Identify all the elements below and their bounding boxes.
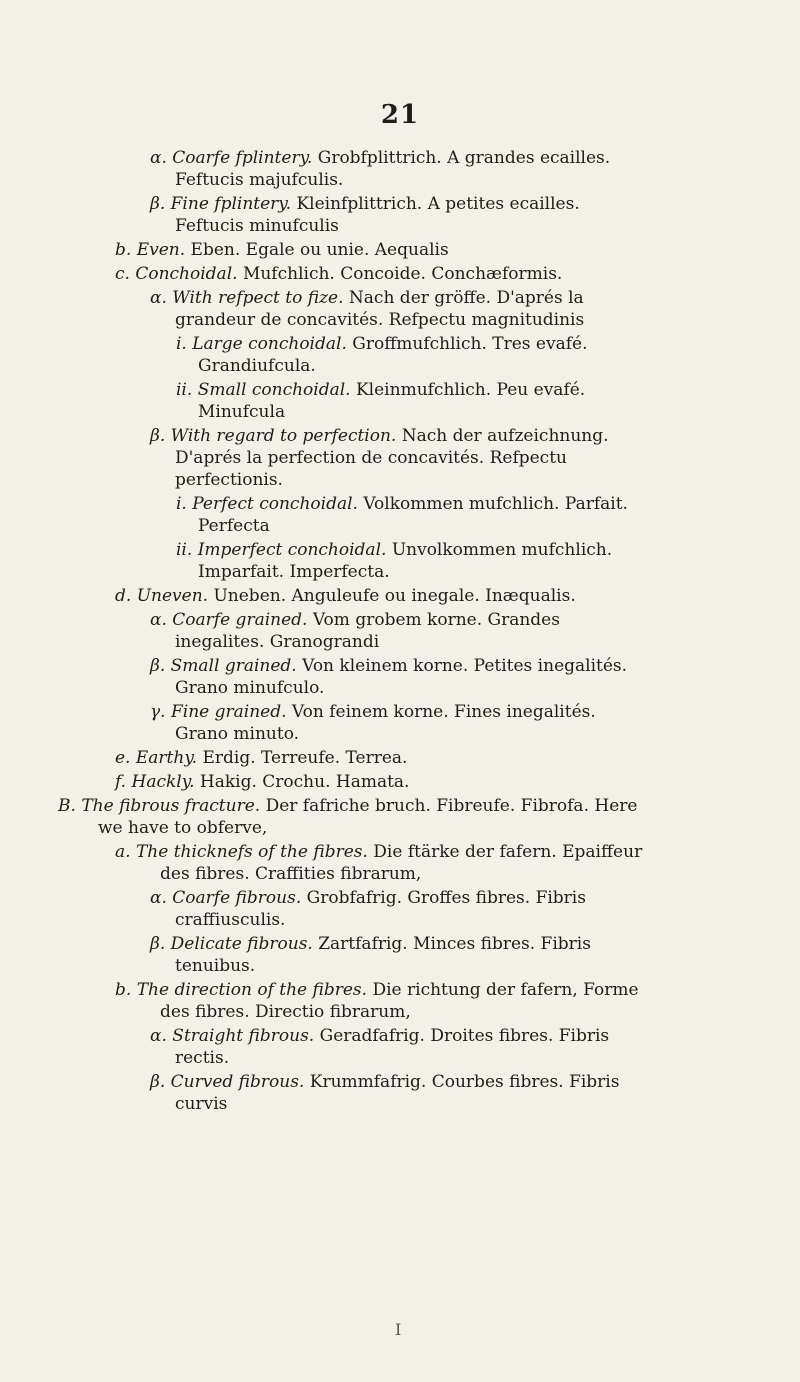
entry	[0, 239, 660, 261]
entry-text: Nach der aufzeichnung. D'aprés la perfection de concavités. Refpectu perfectionis.	[175, 426, 609, 490]
entry-term: Straight fibrous.	[172, 1026, 315, 1046]
entry-term: Perfect conchoidal.	[192, 494, 358, 514]
entry	[0, 771, 660, 793]
entry-term: Delicate fibrous.	[170, 934, 313, 954]
entry-text: Geradfafrig. Droites fibres. Fibris rectis.	[175, 1026, 610, 1068]
entry	[0, 841, 660, 885]
entry	[0, 379, 653, 423]
entry	[0, 609, 645, 653]
entry-marker: ii.	[176, 380, 193, 400]
entry-marker: α.	[150, 888, 167, 908]
entry	[0, 263, 660, 285]
entry-term: Hackly.	[131, 772, 195, 792]
entry-marker: ii.	[176, 540, 193, 560]
entry	[0, 1025, 645, 1069]
entry-marker: β.	[150, 194, 166, 214]
entry-text: Die richtung der fafern, Forme des fibres. Directio fibrarum,	[160, 980, 639, 1022]
entry-text: Von feinem korne. Fines inegalités. Grano minuto.	[175, 702, 596, 744]
entry-term: With refpect to fize.	[172, 288, 344, 308]
entry-text: Grobfplittrich. A grandes ecailles. Feftucis majufculis.	[175, 148, 611, 190]
entry-term: Uneven.	[136, 586, 209, 606]
entry-term: The fibrous fracture.	[81, 796, 261, 816]
entry-term: Coarfe grained.	[172, 610, 308, 630]
entry	[0, 193, 645, 237]
entry-text: Vom grobem korne. Grandes inegalites. Granograndi	[175, 610, 560, 652]
entry-text: Unvolkommen mufchlich. Imparfait. Imperfecta.	[198, 540, 613, 582]
entry-term: Coarfe fibrous.	[172, 888, 302, 908]
entry-term: Fine grained.	[170, 702, 287, 722]
entry-term: Curved fibrous.	[170, 1072, 305, 1092]
entry	[0, 585, 660, 607]
entry-term: Small conchoidal.	[197, 380, 351, 400]
entry-marker: B.	[58, 796, 76, 816]
entry-term: The thicknefs of the fibres.	[135, 842, 368, 862]
entry-term: Conchoidal.	[135, 264, 238, 284]
entry	[0, 747, 660, 769]
entry-term: Imperfect conchoidal.	[197, 540, 387, 560]
entry	[0, 1071, 645, 1115]
entry-marker: d.	[115, 586, 132, 606]
entry-text: Krummfafrig. Courbes fibres. Fibris curvis	[175, 1072, 620, 1114]
entry-marker: a.	[115, 842, 131, 862]
entry-marker: β.	[150, 1072, 166, 1092]
entry-text: Mufchlich. Concoide. Conchæformis.	[242, 264, 563, 284]
page-number: 21	[380, 100, 420, 130]
entry-marker: α.	[150, 1026, 167, 1046]
entry-term: Coarfe fplintery.	[172, 148, 313, 168]
entry-marker: α.	[150, 610, 167, 630]
entry	[0, 287, 645, 331]
entry-text: Zartfafrig. Minces fibres. Fibris tenuibus.	[175, 934, 591, 976]
entry-text: Von kleinem korne. Petites inegalités. Grano minufculo.	[175, 656, 628, 698]
entry-term: Large conchoidal.	[192, 334, 347, 354]
entry-marker: b.	[115, 980, 132, 1000]
entry-marker: f.	[115, 772, 127, 792]
entry-text: Eben. Egale ou unie. Aequalis	[190, 240, 449, 260]
entry-text: Uneben. Anguleufe ou inegale. Inæqualis.	[213, 586, 576, 606]
entry-text: Erdig. Terreufe. Terrea.	[202, 748, 408, 768]
entry	[0, 539, 653, 583]
entry-marker: b.	[115, 240, 132, 260]
entry-marker: β.	[150, 426, 166, 446]
entry	[0, 655, 645, 699]
entry-text: Hakig. Crochu. Hamata.	[199, 772, 410, 792]
entry	[0, 701, 645, 745]
entry-text: Volkommen mufchlich. Parfait. Perfecta	[198, 494, 628, 536]
entry-term: Earthy.	[135, 748, 198, 768]
entry-marker: β.	[150, 656, 166, 676]
entry	[0, 333, 653, 377]
entry	[0, 147, 645, 191]
entry-list	[0, 147, 800, 1117]
entry	[0, 493, 653, 537]
entry-term: Small grained.	[170, 656, 297, 676]
entry	[0, 795, 643, 839]
entry-text: Der fafriche bruch. Fibreufe. Fibrofa. Here we have to obferve,	[98, 796, 638, 838]
entry-term: The direction of the fibres.	[136, 980, 368, 1000]
entry-text: Die ftärke der fafern. Epaiffeur des fibres. Craffities fibrarum,	[160, 842, 643, 884]
entry-term: Even.	[136, 240, 186, 260]
entry-marker: e.	[115, 748, 131, 768]
entry-marker: c.	[115, 264, 130, 284]
entry-marker: α.	[150, 288, 167, 308]
entry-text: Grobfafrig. Groffes fibres. Fibris craffiusculis.	[175, 888, 586, 930]
entry	[0, 933, 645, 977]
entry-text: Kleinfplittrich. A petites ecailles. Feftucis minufculis	[175, 194, 580, 236]
entry-marker: i.	[176, 494, 187, 514]
footer-mark: I	[395, 1320, 402, 1339]
entry-marker: i.	[176, 334, 187, 354]
entry-text: Groffmufchlich. Tres evafé. Grandiufcula.	[198, 334, 588, 376]
entry-marker: α.	[150, 148, 167, 168]
entry-term: Fine fplintery.	[170, 194, 292, 214]
entry-marker: β.	[150, 934, 166, 954]
entry-term: With regard to perfection.	[170, 426, 397, 446]
entry-text: Nach der gröffe. D'aprés la grandeur de concavités. Refpectu magnitudinis	[175, 288, 585, 330]
entry	[0, 887, 645, 931]
entry	[0, 979, 660, 1023]
entry	[0, 425, 645, 491]
entry-text: Kleinmufchlich. Peu evafé. Minufcula	[198, 380, 586, 422]
entry-marker: γ.	[150, 702, 166, 722]
